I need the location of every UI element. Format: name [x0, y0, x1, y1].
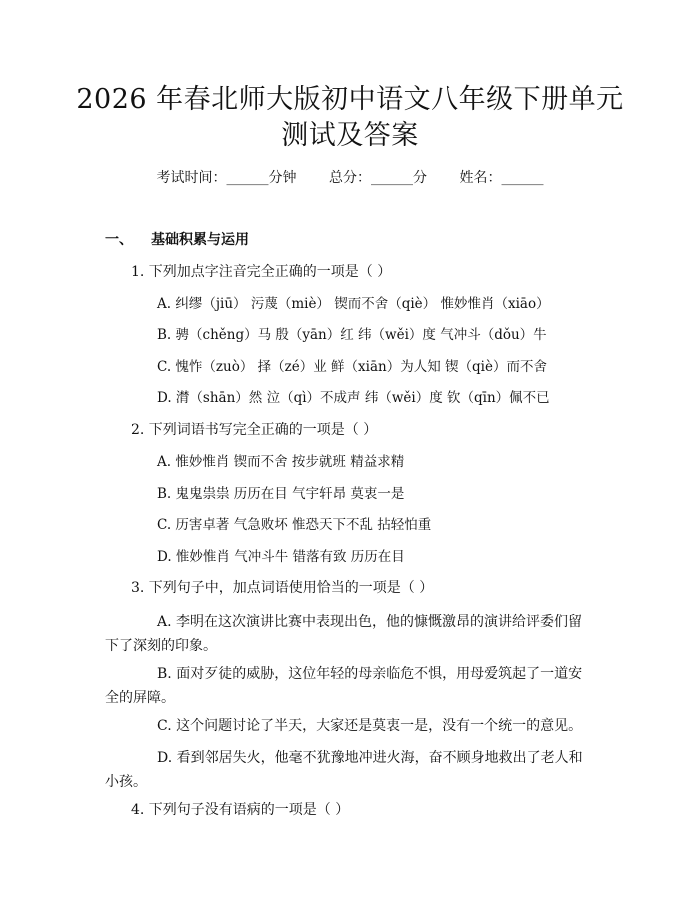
exam-title-line1: 2026 年春北师大版初中语文八年级下册单元 — [76, 84, 624, 115]
section-label: 基础积累与运用 — [151, 232, 249, 248]
question-1-option-b: B. 骋（chěng）马 殷（yān）红 纬（wěi）度 气冲斗（dǒu）牛 — [157, 327, 547, 343]
question-1-stem: 1. 下列加点字注音完全正确的一项是（ ） — [131, 264, 392, 280]
question-4-stem: 4. 下列句子没有语病的一项是（ ） — [131, 802, 350, 818]
total-score-field: 总分：______分 — [329, 170, 427, 186]
question-2-option-c: C. 历害卓著 气急败坏 惟恐天下不乱 拈轻怕重 — [157, 517, 432, 533]
question-2-option-d: D. 惟妙惟肖 气冲斗牛 错落有致 历历在目 — [157, 549, 405, 565]
exam-info — [0, 168, 700, 188]
exam-title-line2: 测试及答案 — [281, 120, 419, 151]
question-2-stem: 2. 下列词语书写完全正确的一项是（ ） — [131, 422, 378, 438]
question-1-option-a: A. 纠缪（jiū） 污蔑（miè） 锲而不舍（qiè） 惟妙惟肖（xiāo） — [157, 296, 550, 312]
question-2-option-a: A. 惟妙惟肖 锲而不舍 按步就班 精益求精 — [157, 454, 405, 470]
question-3-stem: 3. 下列句子中，加点词语使用恰当的一项是（ ） — [131, 580, 434, 596]
question-3-option-b: B. 面对歹徒的威胁，这位年轻的母亲临危不惧，用母爱筑起了一道安全的屏障。 — [105, 666, 583, 706]
question-1-option-c: C. 愧怍（zuò） 择（zé）业 鲜（xiān）为人知 锲（qiè）而不舍 — [157, 359, 547, 375]
question-3-option-a: A. 李明在这次演讲比赛中表现出色，他的慷慨激昂的演讲给评委们留下了深刻的印象。 — [105, 614, 583, 654]
question-3-option-d: D. 看到邻居失火，他毫不犹豫地冲进火海，奋不顾身地救出了老人和小孩。 — [105, 750, 583, 790]
section-heading — [105, 229, 249, 249]
exam-time-field: 考试时间：______分钟 — [156, 170, 297, 186]
question-1-option-d: D. 潸（shān）然 泣（qì）不成声 纬（wěi）度 钦（qīn）佩不已 — [157, 390, 550, 406]
question-2-option-b: B. 鬼鬼祟祟 历历在目 气宇轩昂 莫衷一是 — [157, 486, 405, 502]
section-number: 一、 — [105, 232, 133, 248]
question-3-option-c: C. 这个问题讨论了半天，大家还是莫衷一是，没有一个统一的意见。 — [157, 718, 583, 734]
student-name-field: 姓名：______ — [459, 170, 544, 186]
